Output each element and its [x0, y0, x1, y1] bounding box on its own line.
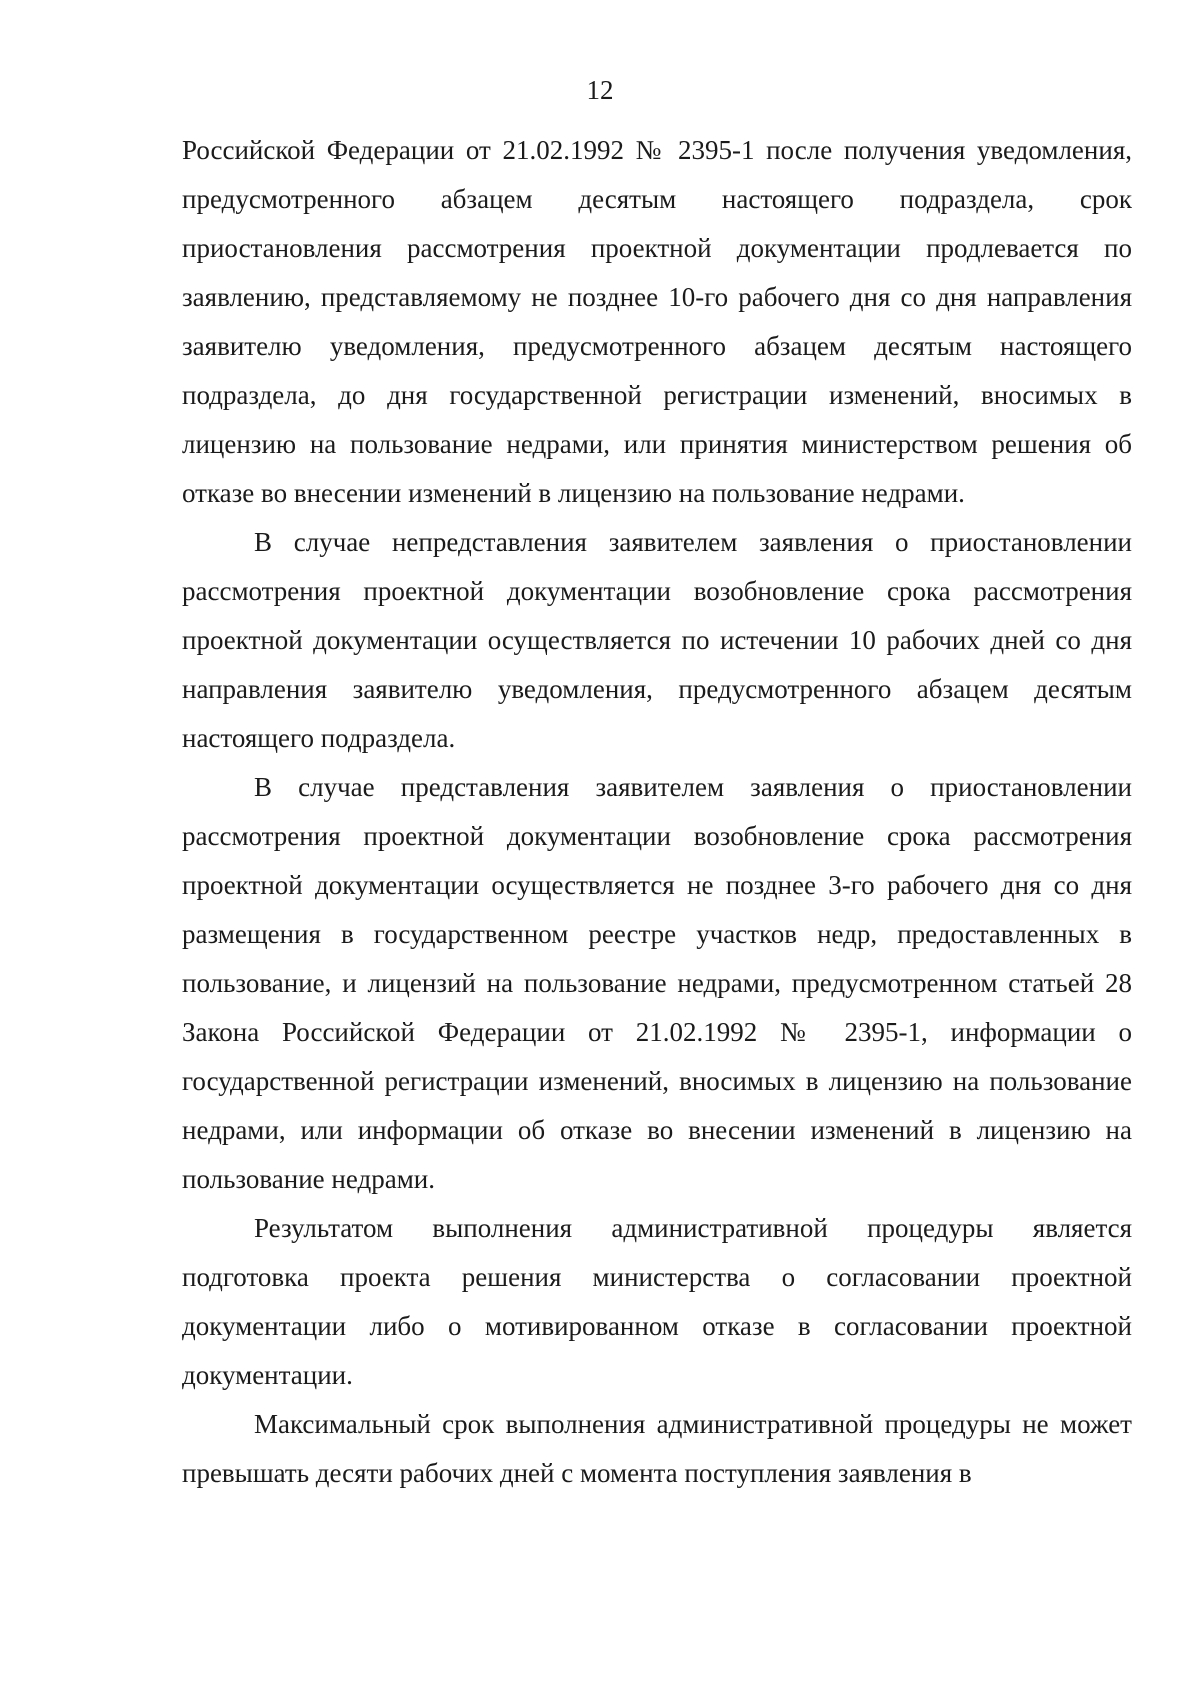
paragraph-max-term: Максимальный срок выполнения административной процедуры не может превышать десяти рабочих дней с момента поступления заявления в: [182, 1409, 1132, 1488]
paragraph-non-submission: В случае непредставления заявителем заявления о приостановлении рассмотрения проектной документации возобновление срока рассмотрения проектной документации осуществляется по истечении 10 рабочих дней со дня направления заявителю уведомления, предусмотренного абзацем десятым настоящего подраздела.: [182, 527, 1132, 753]
paragraph-result: Результатом выполнения административной процедуры является подготовка проекта решения министерства о согласовании проектной документации либо о мотивированном отказе в согласовании проектной документации.: [182, 1213, 1132, 1390]
paragraph-submission: В случае представления заявителем заявления о приостановлении рассмотрения проектной документации возобновление срока рассмотрения проектной документации осуществляется не позднее 3-го рабочего дня со дня размещения в государственном реестре участков недр, предоставленных в пользование, и лицензий на пользование недрами, предусмотренном статьей 28 Закона Российской Федерации от 21.02.1992 № 2395-1, информации о государственной регистрации изменений, вносимых в лицензию на пользование недрами, или информации об отказе во внесении изменений в лицензию на пользование недрами.: [182, 772, 1132, 1194]
document-body: [182, 126, 1132, 1498]
page-number: 12: [586, 75, 614, 105]
paragraph-continuation: Российской Федерации от 21.02.1992 № 2395-1 после получения уведомления, предусмотренного абзацем десятым настоящего подраздела, срок приостановления рассмотрения проектной документации продлевается по заявлению, представляемому не позднее 10-го рабочего дня со дня направления заявителю уведомления, предусмотренного абзацем десятым настоящего подраздела, до дня государственной регистрации изменений, вносимых в лицензию на пользование недрами, или принятия министерством решения об отказе во внесении изменений в лицензию на пользование недрами.: [182, 135, 1132, 508]
